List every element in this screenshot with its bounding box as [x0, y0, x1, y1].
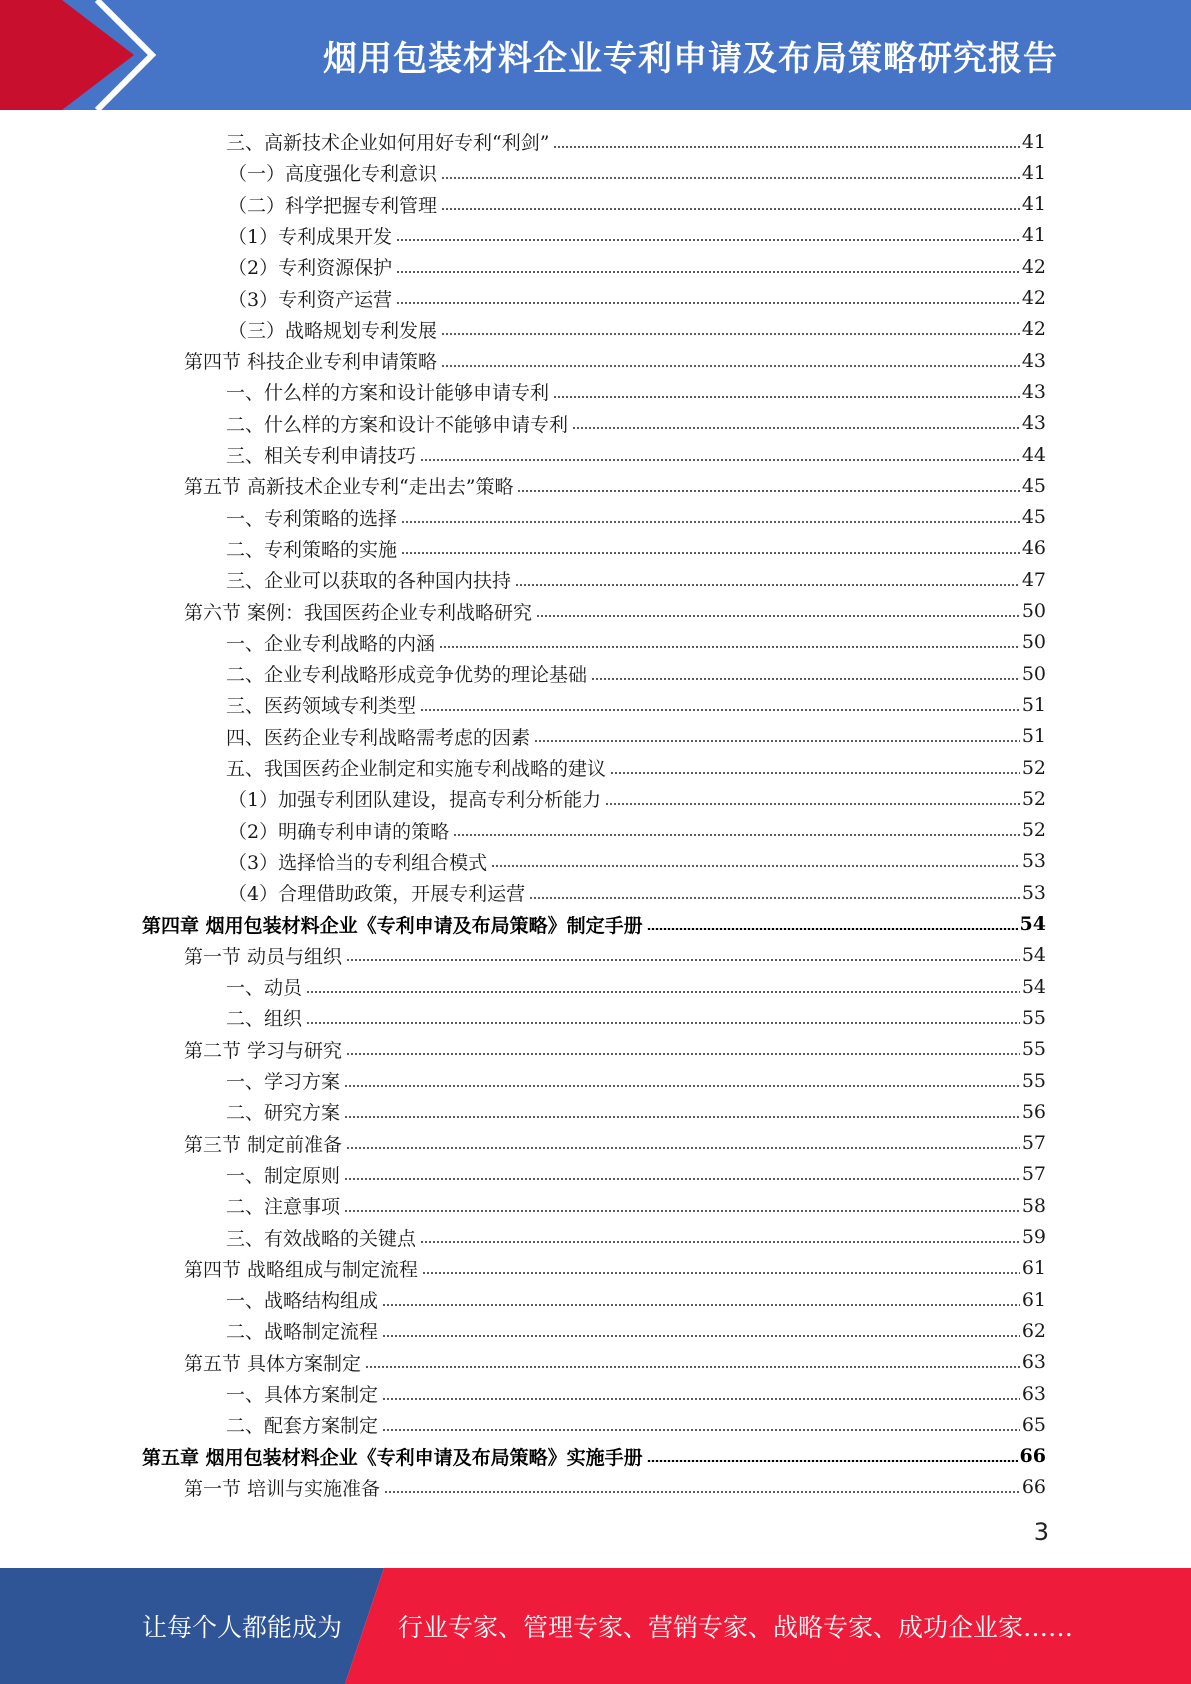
- toc-entry-page: 41: [1021, 130, 1046, 153]
- toc-entry[interactable]: [226, 627, 1046, 658]
- toc-entry[interactable]: [226, 971, 1046, 1002]
- toc-entry[interactable]: [226, 1409, 1046, 1440]
- toc-entry-page: 45: [1021, 506, 1046, 529]
- toc-entry-page: 63: [1021, 1351, 1046, 1374]
- toc-entry-label: 一、学习方案: [226, 1071, 341, 1093]
- toc-dot-leader: [382, 1304, 1020, 1306]
- toc-dot-leader: [422, 1272, 1020, 1274]
- toc-dot-leader: [396, 271, 1020, 273]
- toc-dot-leader: [553, 396, 1020, 398]
- toc-dot-leader: [610, 772, 1020, 774]
- toc-entry[interactable]: [184, 470, 1046, 501]
- toc-entry[interactable]: [226, 1222, 1046, 1253]
- toc-entry-page: 54: [1021, 975, 1046, 998]
- toc-entry[interactable]: [228, 877, 1046, 908]
- toc-entry-page: 43: [1021, 349, 1046, 372]
- toc-entry-page: 54: [1019, 913, 1046, 935]
- toc-entry[interactable]: [184, 1128, 1046, 1159]
- toc-entry[interactable]: [226, 1315, 1046, 1346]
- toc-entry-page: 44: [1021, 443, 1046, 466]
- toc-dot-leader: [401, 521, 1020, 523]
- toc-entry-page: 51: [1021, 725, 1046, 748]
- toc-entry[interactable]: [228, 157, 1046, 188]
- toc-entry-page: 59: [1021, 1226, 1046, 1248]
- toc-entry-page: 57: [1021, 1132, 1046, 1155]
- toc-entry[interactable]: [228, 815, 1046, 846]
- toc-dot-leader: [401, 552, 1020, 554]
- toc-entry-page: 43: [1021, 380, 1046, 403]
- toc-entry-label: 二、什么样的方案和设计不能够申请专利: [226, 413, 569, 436]
- toc-dot-leader: [420, 1241, 1020, 1243]
- toc-entry[interactable]: [226, 376, 1046, 407]
- toc-dot-leader: [553, 146, 1019, 148]
- toc-entry-label: 第五章 烟用包装材料企业《专利申请及布局策略》实施手册: [142, 1446, 643, 1469]
- toc-entry-page: 45: [1021, 474, 1046, 497]
- toc-entry-label: （3）专利资产运营: [228, 288, 393, 311]
- toc-entry[interactable]: [228, 314, 1046, 345]
- toc-entry-page: 61: [1021, 1257, 1046, 1280]
- toc-entry[interactable]: [184, 1253, 1046, 1284]
- toc-entry[interactable]: [226, 533, 1046, 564]
- toc-entry-page: 41: [1021, 193, 1046, 216]
- toc-entry-label: 一、战略结构组成: [226, 1290, 379, 1313]
- toc-entry-label: 五、我国医药企业制定和实施专利战略的建议: [226, 758, 607, 780]
- toc-entry-page: 52: [1021, 756, 1046, 779]
- toc-entry-page: 65: [1021, 1413, 1046, 1436]
- toc-dot-leader: [384, 1491, 1020, 1493]
- toc-entry[interactable]: [226, 564, 1046, 595]
- toc-entry-label: 第六节 案例：我国医药企业专利战略研究: [184, 601, 533, 624]
- toc-entry[interactable]: [228, 846, 1046, 877]
- toc-entry-label: （三）战略规划专利发展: [228, 319, 438, 342]
- toc-dot-leader: [536, 615, 1020, 617]
- toc-entry-page: 66: [1021, 1476, 1046, 1499]
- toc-entry-page: 57: [1021, 1163, 1046, 1186]
- toc-entry-label: 一、企业专利战略的内涵: [226, 632, 436, 655]
- toc-dot-leader: [344, 1085, 1020, 1087]
- toc-entry-label: （一）高度强化专利意识: [228, 163, 438, 186]
- toc-entry[interactable]: [228, 189, 1046, 220]
- toc-entry[interactable]: [226, 1159, 1046, 1190]
- toc-entry-label: （二）科学把握专利管理: [228, 194, 438, 217]
- toc-entry-page: 55: [1021, 1006, 1046, 1029]
- toc-entry-label: 一、专利策略的选择: [226, 507, 398, 530]
- toc-entry-label: 三、高新技术企业如何用好专利“利剑”: [226, 132, 550, 154]
- toc-entry-page: 51: [1021, 693, 1046, 716]
- toc-entry-label: 一、动员: [226, 977, 303, 1000]
- toc-dot-leader: [572, 427, 1020, 429]
- toc-entry[interactable]: [228, 220, 1046, 251]
- toc-entry-label: 二、配套方案制定: [226, 1415, 379, 1438]
- toc-dot-leader: [591, 678, 1020, 680]
- toc-entry-page: 55: [1021, 1038, 1046, 1061]
- toc-entry-page: 63: [1021, 1382, 1046, 1405]
- toc-entry[interactable]: [184, 1472, 1046, 1503]
- toc-entry-page: 50: [1021, 662, 1046, 685]
- toc-entry-label: 二、注意事项: [226, 1196, 341, 1219]
- toc-entry-page: 52: [1021, 787, 1046, 810]
- toc-entry-page: 47: [1021, 568, 1046, 591]
- toc-entry-page: 50: [1021, 600, 1046, 622]
- toc-entry-label: （3）选择恰当的专利组合模式: [228, 851, 488, 874]
- toc-entry-page: 50: [1021, 631, 1046, 654]
- toc-dot-leader: [420, 459, 1020, 461]
- toc-entry-label: （1）专利成果开发: [228, 225, 393, 248]
- footer-slogan-right: 行业专家、管理专家、营销专家、战略专家、成功企业家……: [398, 1613, 1074, 1642]
- toc-entry-page: 54: [1021, 944, 1046, 967]
- toc-entry-label: 第一节 动员与组织: [184, 945, 343, 968]
- toc-entry[interactable]: [142, 1441, 1046, 1472]
- toc-entry-page: 42: [1021, 287, 1046, 309]
- toc-dot-leader: [306, 991, 1020, 993]
- toc-entry-label: 三、有效战略的关键点: [226, 1227, 417, 1250]
- toc-entry-page: 41: [1021, 161, 1046, 184]
- toc-entry-label: 第三节 制定前准备: [184, 1133, 343, 1156]
- toc-dot-leader: [647, 928, 1018, 930]
- toc-entry[interactable]: [184, 1347, 1046, 1378]
- toc-dot-leader: [529, 897, 1020, 899]
- toc-entry[interactable]: [226, 1284, 1046, 1315]
- footer-banner: [0, 1568, 1191, 1684]
- toc-dot-leader: [344, 1116, 1020, 1118]
- toc-dot-leader: [382, 1335, 1020, 1337]
- toc-entry-label: 三、企业可以获取的各种国内扶持: [226, 570, 512, 593]
- toc-entry[interactable]: [184, 345, 1046, 376]
- toc-dot-leader: [420, 709, 1020, 711]
- toc-dot-leader: [396, 239, 1020, 241]
- toc-entry-label: 第二节 学习与研究: [184, 1039, 343, 1062]
- page-number: 3: [1033, 1518, 1049, 1546]
- toc-entry-page: 62: [1021, 1319, 1046, 1342]
- toc-entry[interactable]: [226, 1378, 1046, 1409]
- toc-entry[interactable]: [228, 251, 1046, 282]
- toc-entry[interactable]: [226, 752, 1046, 783]
- toc-entry[interactable]: [228, 783, 1046, 814]
- toc-dot-leader: [396, 302, 1020, 304]
- toc-entry-page: 53: [1021, 850, 1046, 873]
- toc-entry[interactable]: [184, 596, 1046, 627]
- toc-entry-label: 三、医药领域专利类型: [226, 695, 417, 718]
- toc-dot-leader: [441, 177, 1020, 179]
- toc-dot-leader: [346, 1053, 1020, 1055]
- toc-entry[interactable]: [226, 1002, 1046, 1033]
- toc-entry[interactable]: [142, 909, 1046, 940]
- toc-dot-leader: [382, 1429, 1020, 1431]
- toc-entry-label: 二、战略制定流程: [226, 1321, 379, 1344]
- toc-entry-page: 43: [1021, 412, 1046, 435]
- toc-dot-leader: [647, 1460, 1018, 1462]
- toc-dot-leader: [439, 646, 1020, 648]
- toc-entry-label: （1）加强专利团队建设，提高专利分析能力: [228, 789, 602, 812]
- toc-dot-leader: [346, 959, 1020, 961]
- toc-dot-leader: [344, 1178, 1020, 1180]
- toc-entry-label: 一、制定原则: [226, 1164, 341, 1187]
- toc-entry-page: 42: [1021, 255, 1046, 278]
- toc-entry-page: 55: [1021, 1069, 1046, 1092]
- report-title: 烟用包装材料企业专利申请及布局策略研究报告: [323, 38, 1058, 79]
- toc-entry[interactable]: [226, 658, 1046, 689]
- footer-slogan-left: 让每个人都能成为: [142, 1613, 343, 1642]
- toc-entry-page: 66: [1019, 1445, 1046, 1468]
- toc-dot-leader: [453, 834, 1020, 836]
- toc-entry-page: 61: [1021, 1288, 1046, 1311]
- toc-dot-leader: [441, 333, 1020, 335]
- toc-entry[interactable]: [184, 940, 1046, 971]
- toc-entry[interactable]: [228, 283, 1046, 314]
- toc-dot-leader: [441, 365, 1020, 367]
- toc-entry-label: 第五节 高新技术企业专利“走出去”策略: [184, 476, 514, 499]
- toc-entry-label: 三、相关专利申请技巧: [226, 445, 417, 467]
- toc-entry-label: 第四节 科技企业专利申请策略: [184, 351, 438, 374]
- toc-entry-label: 一、具体方案制定: [226, 1384, 379, 1406]
- toc-entry-label: 第五节 具体方案制定: [184, 1352, 362, 1375]
- toc-entry-page: 52: [1021, 819, 1046, 842]
- toc-dot-leader: [491, 865, 1020, 867]
- toc-entry[interactable]: [226, 1190, 1046, 1221]
- toc-entry-label: （2）明确专利申请的策略: [228, 820, 450, 843]
- toc-entry-page: 58: [1021, 1194, 1046, 1217]
- toc-entry-label: 二、组织: [226, 1008, 303, 1031]
- toc-entry-label: 第四章 烟用包装材料企业《专利申请及布局策略》制定手册: [142, 914, 643, 937]
- toc-dot-leader: [515, 584, 1020, 586]
- toc-dot-leader: [382, 1398, 1020, 1400]
- toc-entry-label: 第四节 战略组成与制定流程: [184, 1258, 419, 1281]
- toc-entry-page: 53: [1021, 881, 1046, 904]
- toc-entry[interactable]: [226, 126, 1046, 157]
- toc-entry-label: 一、什么样的方案和设计能够申请专利: [226, 382, 550, 405]
- toc-entry[interactable]: [226, 1096, 1046, 1127]
- toc-entry-label: 二、企业专利战略形成竞争优势的理论基础: [226, 664, 588, 687]
- toc-entry[interactable]: [226, 439, 1046, 470]
- toc-entry-page: 42: [1021, 318, 1046, 341]
- toc-dot-leader: [344, 1210, 1020, 1212]
- toc-entry-label: 四、医药企业专利战略需考虑的因素: [226, 726, 531, 749]
- toc-entry-page: 41: [1021, 224, 1046, 247]
- toc-entry[interactable]: [226, 721, 1046, 752]
- toc-entry-label: 二、研究方案: [226, 1102, 341, 1125]
- toc-entry[interactable]: [226, 408, 1046, 439]
- toc-dot-leader: [534, 740, 1020, 742]
- header-arrow-decoration: [0, 0, 160, 110]
- toc-entry-label: 二、专利策略的实施: [226, 538, 398, 561]
- toc-entry-page: 56: [1021, 1100, 1046, 1123]
- toc-entry[interactable]: [226, 689, 1046, 720]
- toc-entry-label: （4）合理借助政策，开展专利运营: [228, 883, 526, 906]
- report-header-banner: [0, 0, 1191, 110]
- toc-dot-leader: [346, 1147, 1020, 1149]
- toc-entry[interactable]: [226, 502, 1046, 533]
- toc-entry-page: 46: [1021, 537, 1046, 560]
- toc-dot-leader: [306, 1022, 1020, 1024]
- toc-entry-label: 第一节 培训与实施准备: [184, 1477, 381, 1500]
- toc-dot-leader: [605, 803, 1020, 805]
- toc-entry-label: （2）专利资源保护: [228, 257, 393, 280]
- toc-dot-leader: [517, 490, 1019, 492]
- toc-entry[interactable]: [184, 1034, 1046, 1065]
- toc-dot-leader: [365, 1366, 1020, 1368]
- toc-dot-leader: [441, 208, 1020, 210]
- toc-entry[interactable]: [226, 1065, 1046, 1096]
